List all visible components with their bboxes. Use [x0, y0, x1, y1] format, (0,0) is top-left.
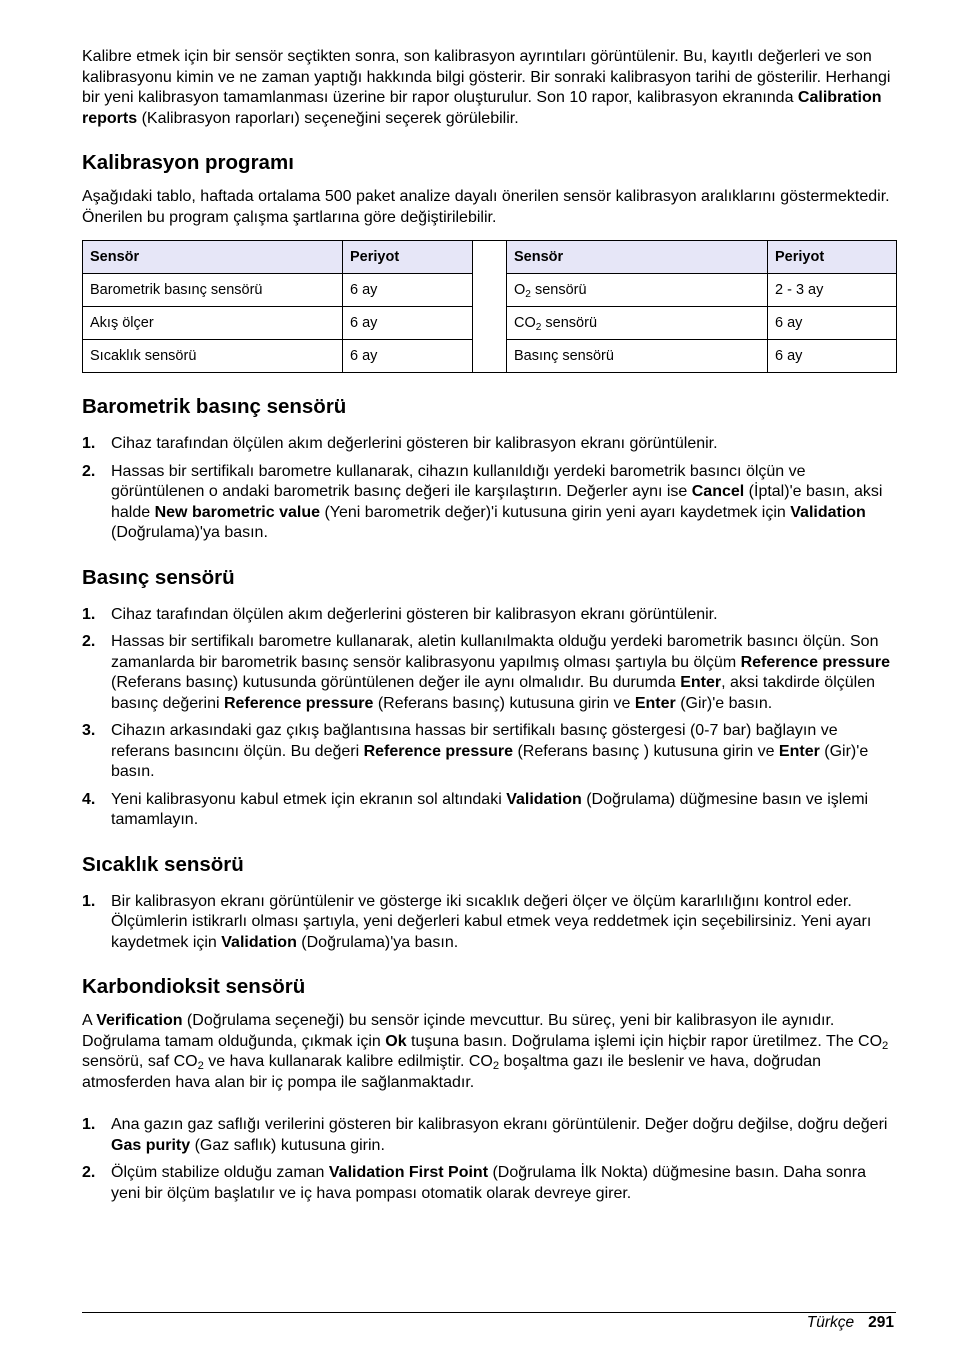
period-cell: 6 ay [343, 307, 473, 340]
list-item: 1. Cihaz tarafından ölçülen akım değerlerini gösteren bir kalibrasyon ekranı görüntülenir. [82, 605, 718, 623]
list-item: 1. Bir kalibrasyon ekranı görüntülenir ve gösterge iki sıcaklık değeri ölçer ve ölçüm kararlılığını kontrol eder. Ölçümlerin istikrarlı olması şartıyla, yeni değerleri kabul etmek veya reddetmek için seçebilirsiniz. Yeni ayarı kaydetmek için Validation (Doğrulama)'ya basın. [82, 892, 872, 951]
schedule-paragraph: Aşağıdaki tablo, haftada ortalama 500 paket analize dayalı önerilen sensör kalibrasyon aralıklarını göstermektedir. Önerilen bu program çalışma şartlarına göre değiştirilebilir. [82, 188, 890, 226]
sensor-cell: $O_2$ sensörü [507, 274, 768, 307]
temperature-heading: Sıcaklık sensörü [82, 852, 244, 876]
table-gap [473, 241, 507, 373]
sensor-cell: Barometrik basınç sensörü [83, 274, 343, 307]
barometric-steps [82, 434, 896, 544]
calibration-schedule-table [82, 240, 897, 373]
period-cell: 6 ay [768, 340, 897, 373]
page-number: 291 [868, 1314, 894, 1331]
header-period: Periyot [343, 241, 473, 274]
intro-paragraph: Kalibre etmek için bir sensör seçtikten sonra, son kalibrasyon ayrıntıları görüntülenir. Bu, kayıtlı değerleri ve son kalibrasyonu kimin ve ne zaman yaptığı hakkında bilgi gösterir. Bir sonraki kalibrasyon tarihi de gösterilir. Herhangi bir yeni kalibrasyon tamamlanması üzerine bir rapor oluşturulur. Son 10 rapor, kalibrasyon ekranında Calibration reports (Kalibrasyon raporları) seçeneğini seçerek görülebilir. [82, 48, 891, 127]
page-content [82, 47, 896, 1211]
sensor-cell: $CO_2$ sensörü [507, 307, 768, 340]
pressure-steps [82, 605, 896, 831]
co2-heading: Karbondioksit sensörü [82, 975, 306, 998]
sensor-cell: Akış ölçer [83, 307, 343, 340]
barometric-section [82, 395, 896, 544]
header-sensor: Sensör [83, 241, 343, 274]
page-footer [82, 1312, 896, 1331]
list-item: 3. Cihazın arkasındaki gaz çıkış bağlantısına hassas bir sertifikalı basınç göstergesi (0-7 bar) bağlayın ve referans basıncını ölçün. Bu değeri Reference pressure (Referans basınç ) kutusuna girin ve Enter (Gir)'e basın. [82, 722, 869, 780]
period-cell: 6 ay [768, 307, 897, 340]
list-item: 1. Ana gazın gaz saflığı verilerini gösteren bir kalibrasyon ekranı görüntülenir. Değer doğru değilse, doğru değeri Gas purity (Gaz saflık) kutusuna girin. [82, 1116, 888, 1154]
header-period: Periyot [768, 241, 897, 274]
barometric-heading: Barometrik basınç sensörü [82, 395, 347, 418]
period-cell: 6 ay [343, 274, 473, 307]
schedule-heading: Kalibrasyon programı [82, 151, 294, 174]
table-header-row [83, 241, 897, 274]
co2-section [82, 975, 896, 1204]
list-item: 2. Hassas bir sertifikalı barometre kullanarak, aletin kullanılmakta olduğu yerdeki barometrik basıncı ölçün. Son zamanlarda bir barometrik basınç sensör kalibrasyonu yapılmış olması şartıyla bu ölçüm Reference pressure (Referans basınç) kutusunda görüntülenen değer ile aynı olmalıdır. Bu durumda Enter, aksi takdirde ölçülen basınç değerini Reference pressure (Referans basınç) kutusuna girin ve Enter (Gir)'e basın. [82, 633, 891, 712]
sensor-cell: Sıcaklık sensörü [83, 340, 343, 373]
period-cell: 2 - 3 ay [768, 274, 897, 307]
header-sensor: Sensör [507, 241, 768, 274]
pressure-section [82, 566, 896, 831]
list-item: 2. Ölçüm stabilize olduğu zaman Validation First Point (Doğrulama İlk Nokta) düğmesine basın. Daha sonra yeni bir ölçüm başlatılır ve iç hava pompası otomatik olarak devreye girer. [82, 1164, 866, 1202]
footer-language: Türkçe [806, 1314, 855, 1331]
list-item: 1. Cihaz tarafından ölçülen akım değerlerini gösteren bir kalibrasyon ekranı görüntülenir. [82, 435, 718, 452]
footer-info [807, 1313, 894, 1333]
temperature-section [82, 853, 896, 954]
co2-paragraph: A Verification (Doğrulama seçeneği) bu sensör içinde mevcuttur. Bu süreç, yeni bir kalibrasyon ile aynıdır. Doğrulama tamam olduğunda, çıkmak için Ok tuşuna basın. Doğrulama işlemi için hiçbir rapor üretilmez. The $CO_2$ sensörü, saf $CO_2$ ve hava kullanarak kalibre edilmiştir. $CO_2$ boşaltma gazı ile beslenir ve hava, doğrudan atmosferden hava alan bir iç pompa ile sağlanmaktadır. [82, 1012, 889, 1091]
co2-steps [82, 1115, 896, 1204]
list-item: 4. Yeni kalibrasyonu kabul etmek için ekranın sol altındaki Validation (Doğrulama) düğmesine basın ve işlemi tamamlayın. [82, 790, 869, 828]
sensor-cell: Basınç sensörü [507, 340, 768, 373]
pressure-heading: Basınç sensörü [82, 565, 235, 589]
period-cell: 6 ay [343, 340, 473, 373]
list-item: 2. Hassas bir sertifikalı barometre kullanarak, cihazın kullanıldığı yerdeki barometrik basıncı ölçün ve görüntülenen o andaki barometrik basınç değeri ile karşılaştırın. Değerler aynı ise Cancel (İptal)'e basın, aksi halde New barometric value (Yeni barometrik değer)'i kutusuna girin yeni ayarı kaydetmek için Validation (Doğrulama)'ya basın. [82, 462, 883, 541]
temperature-steps [82, 892, 896, 954]
